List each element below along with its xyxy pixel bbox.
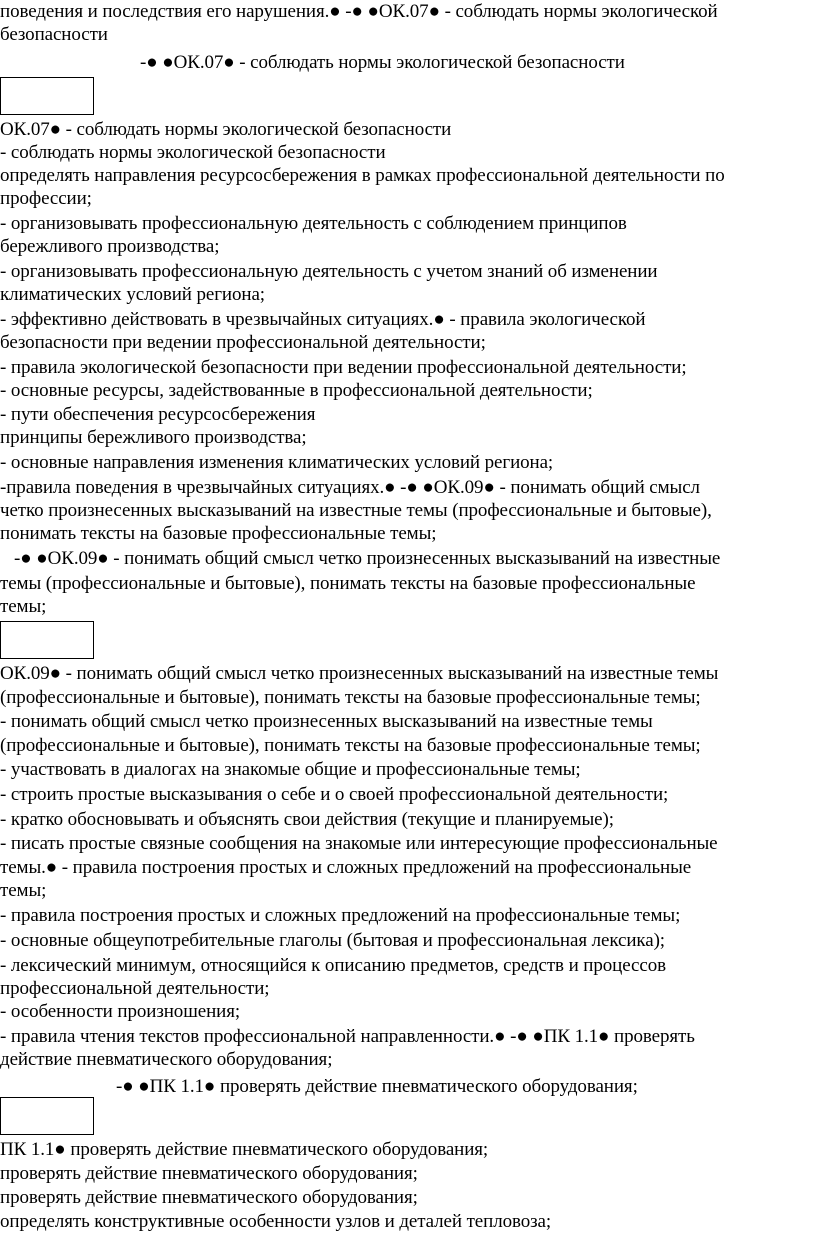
text-line: - кратко обосновывать и объяснять свои действия (текущие и планируемые); [0, 809, 614, 830]
text-line: - участвовать в диалогах на знакомые общие и профессиональные темы; [0, 759, 581, 780]
empty-table-cell [0, 1097, 94, 1135]
text-line: - эффективно действовать в чрезвычайных ситуациях.● - правила экологической [0, 309, 646, 330]
text-line: -● ●ПК 1.1● проверять действие пневматического оборудования; [116, 1076, 638, 1097]
text-line: проверять действие пневматического оборудования; [0, 1163, 418, 1184]
text-line: - правила экологической безопасности при ведении профессиональной деятельности; [0, 357, 687, 378]
text-line: темы; [0, 596, 47, 617]
text-line: - основные общеупотребительные глаголы (бытовая и профессиональная лексика); [0, 930, 665, 951]
text-line: - лексический минимум, относящийся к описанию предметов, средств и процессов [0, 955, 666, 976]
text-line: - особенности произношения; [0, 1001, 241, 1022]
text-line: безопасности [0, 24, 108, 45]
text-line: четко произнесенных высказываний на известные темы (профессиональные и бытовые), [0, 500, 712, 521]
text-line: ОК.09● - понимать общий смысл четко произнесенных высказываний на известные темы [0, 663, 719, 684]
text-line: определять конструктивные особенности узлов и деталей тепловоза; [0, 1211, 552, 1232]
empty-table-cell [0, 77, 94, 115]
text-line: принципы бережливого производства; [0, 427, 307, 448]
text-line: понимать тексты на базовые профессиональные темы; [0, 523, 437, 544]
text-line: темы; [0, 880, 47, 901]
text-line: - понимать общий смысл четко произнесенных высказываний на известные темы [0, 711, 653, 732]
text-line: -● ●ОК.07● - соблюдать нормы экологической безопасности [140, 52, 625, 73]
text-line: -правила поведения в чрезвычайных ситуациях.● -● ●ОК.09● - понимать общий смысл [0, 477, 700, 498]
text-line: действие пневматического оборудования; [0, 1049, 333, 1070]
text-line: (профессиональные и бытовые), понимать тексты на базовые профессиональные темы; [0, 687, 701, 708]
text-line: климатических условий региона; [0, 284, 265, 305]
text-line: темы.● - правила построения простых и сложных предложений на профессиональные [0, 857, 692, 878]
text-line: - организовывать профессиональную деятельность с соблюдением принципов [0, 213, 627, 234]
text-line: определять направления ресурсосбережения в рамках профессиональной деятельности по [0, 165, 725, 186]
text-line: ПК 1.1● проверять действие пневматического оборудования; [0, 1139, 489, 1160]
empty-table-cell [0, 621, 94, 659]
text-line: - основные направления изменения климатических условий региона; [0, 452, 554, 473]
text-line: - строить простые высказывания о себе и о своей профессиональной деятельности; [0, 784, 669, 805]
text-line: - правила построения простых и сложных предложений на профессиональные темы; [0, 905, 681, 926]
text-line: - соблюдать нормы экологической безопасности [0, 142, 386, 163]
text-line: проверять действие пневматического оборудования; [0, 1187, 418, 1208]
text-line: - правила чтения текстов профессиональной направленности.● -● ●ПК 1.1● проверять [0, 1026, 695, 1047]
text-line: - пути обеспечения ресурсосбережения [0, 404, 316, 425]
text-line: -● ●ОК.09● - понимать общий смысл четко произнесенных высказываний на известные [14, 548, 721, 569]
text-line: ОК.07● - соблюдать нормы экологической безопасности [0, 119, 452, 140]
text-line: темы (профессиональные и бытовые), понимать тексты на базовые профессиональные [0, 573, 696, 594]
text-line: профессиональной деятельности; [0, 978, 270, 999]
text-line: - основные ресурсы, задействованные в профессиональной деятельности; [0, 380, 593, 401]
text-line: профессии; [0, 188, 92, 209]
text-line: - писать простые связные сообщения на знакомые или интересующие профессиональные [0, 833, 718, 854]
text-line: поведения и последствия его нарушения.● -● ●ОК.07● - соблюдать нормы экологической [0, 1, 718, 22]
text-line: безопасности при ведении профессиональной деятельности; [0, 332, 486, 353]
text-line: (профессиональные и бытовые), понимать тексты на базовые профессиональные темы; [0, 735, 701, 756]
text-line: бережливого производства; [0, 236, 220, 257]
text-line: - организовывать профессиональную деятельность с учетом знаний об изменении [0, 261, 658, 282]
